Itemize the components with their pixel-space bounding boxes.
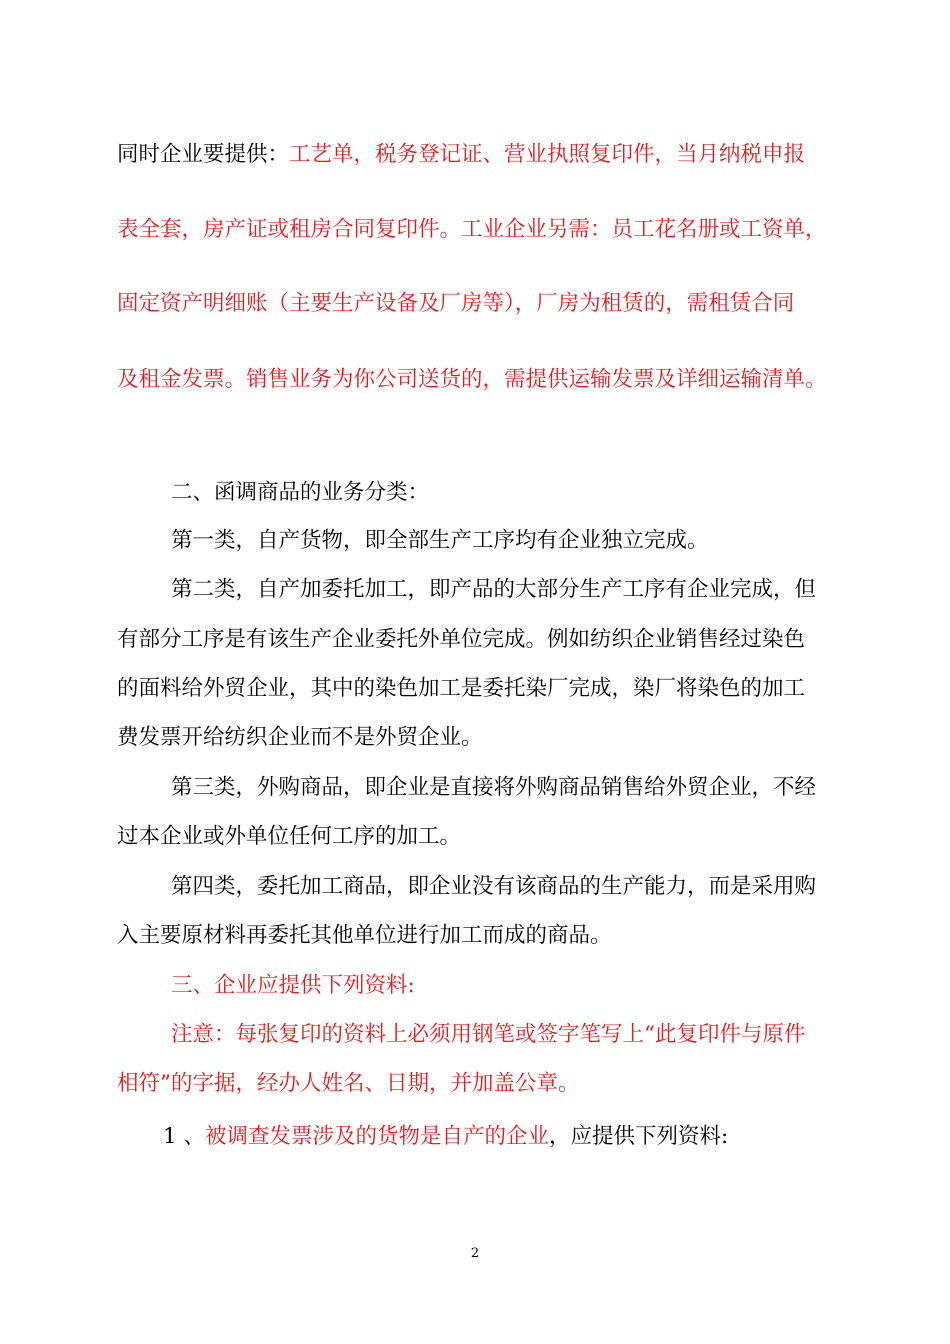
para1-line-2: 表全套，房产证或租房合同复印件。工业企业另需：员工花名册或工资单， [117,217,827,242]
item-1 [163,1122,903,1152]
category-2-line-4: 费发票开给纺织企业而不是外贸企业。 [117,725,483,750]
category-2-line-3: 的面料给外贸企业，其中的染色加工是委托染厂完成，染厂将染色的加工 [117,676,806,701]
category-3-line-2: 过本企业或外单位任何工序的加工。 [117,824,462,849]
page-number: 2 [470,1246,480,1261]
section3-heading: 三、企业应提供下列资料: [171,973,415,998]
section2-heading: 二、函调商品的业务分类： [171,480,430,505]
category-2-line-1: 第二类，自产加委托加工，即产品的大部分生产工序有企业完成，但 [171,577,817,602]
para1-line-4: 及租金发票。销售业务为你公司送货的，需提供运输发票及详细运输清单。 [117,367,827,392]
item-1-number: 1 、 [163,1124,206,1149]
category-1: 第一类，自产货物，即全部生产工序均有企业独立完成。 [171,528,709,553]
category-3-line-1: 第三类，外购商品，即企业是直接将外购商品销售给外贸企业，不经 [171,775,817,800]
para1-lead: 同时企业要提供： [117,142,290,167]
note-line-1: 注意：每张复印的资料上必须用钢笔或签字笔写上“此复印件与原件 [171,1022,806,1047]
category-4-line-1: 第四类，委托加工商品，即企业没有该商品的生产能力，而是采用购 [171,874,817,899]
category-4-line-2: 入主要原材料再委托其他单位进行加工而成的商品。 [117,923,612,948]
note-line-2: 相符”的字据，经办人姓名、日期，并加盖公章。 [117,1071,580,1096]
category-2-line-2: 有部分工序是有该生产企业委托外单位完成。例如纺织企业销售经过染色 [117,627,806,652]
para1-line-1 [117,140,857,170]
para1-line-3: 固定资产明细账（主要生产设备及厂房等），厂房为租赁的，需租赁合同 [117,291,795,316]
item-1-subject: 被调查发票涉及的货物是自产的企业 [205,1124,550,1149]
para1-required-docs: 工艺单，税务登记证、营业执照复印件，当月纳税申报 [289,142,806,167]
item-1-tail: ，应提供下列资料: [549,1124,729,1149]
